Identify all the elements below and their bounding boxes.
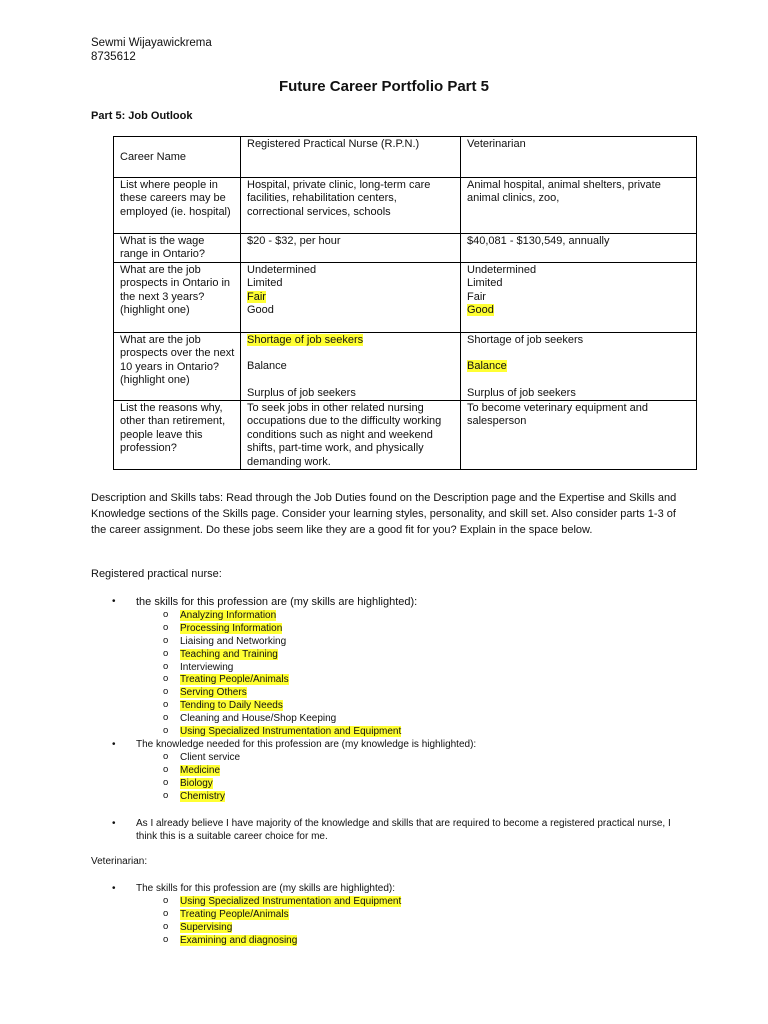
instructions-paragraph: Description and Skills tabs: Read through the Job Duties found on the Description page and the Expertise and Skills and Knowledge sections of the Skills page. Consider your learning styles, personality, and skill set. Also consider parts 1-3 of the career assignment. Do these jobs seem like they are a good fit for you? Explain in the space below. — [91, 492, 677, 536]
option-limited: Limited — [247, 277, 283, 290]
knowledge: Client service — [180, 751, 241, 763]
table-cell — [241, 234, 461, 263]
table-cell — [461, 178, 697, 234]
knowledge-highlighted: Medicine — [180, 764, 221, 776]
skill-highlighted: Using Specialized Instrumentation and Equipment — [180, 895, 402, 907]
table-cell — [241, 178, 461, 234]
rpn-answer: Hospital, private clinic, long-term care facilities, rehabilitation centers, correctional services, schools — [247, 179, 431, 218]
knowledge-highlighted: Chemistry — [180, 790, 226, 802]
list-item — [136, 752, 686, 765]
table-row — [114, 332, 697, 400]
list-item — [106, 596, 686, 739]
list-item — [136, 687, 686, 700]
list-item — [136, 623, 686, 636]
option-limited: Limited — [467, 277, 503, 290]
table-cell — [241, 137, 461, 178]
list-item — [136, 909, 686, 922]
column-header-vet: Veterinarian — [467, 138, 526, 150]
option-shortage-highlighted: Shortage of job seekers — [247, 333, 364, 346]
list-item — [106, 883, 686, 948]
vet-answer: Animal hospital, animal shelters, private animal clinics, zoo, — [467, 179, 661, 205]
skill: Liaising and Networking — [180, 635, 287, 647]
option-good-highlighted: Good — [467, 304, 494, 317]
rpn-list — [106, 596, 686, 804]
table-row — [114, 178, 697, 234]
list-item — [136, 778, 686, 791]
skill-highlighted: Serving Others — [180, 687, 247, 699]
table-cell — [461, 401, 697, 470]
rpn-conclusion: As I already believe I have majority of the knowledge and skills that are required to become a registered practical nurse, I think this is a suitable career choice for me. — [136, 818, 671, 842]
list-item — [106, 818, 686, 844]
table-cell — [114, 234, 241, 263]
rpn-conclusion-list — [106, 818, 686, 844]
section-heading: Part 5: Job Outlook — [91, 110, 193, 122]
row-question: List the reasons why, other than retirement, people leave this profession? — [120, 402, 226, 455]
author-block — [91, 36, 212, 64]
table-cell — [241, 262, 461, 332]
option-shortage: Shortage of job seekers — [467, 333, 584, 346]
row-question: What is the wage range in Ontario? — [120, 235, 205, 261]
table-cell — [241, 401, 461, 470]
skill-highlighted: Treating People/Animals — [180, 908, 289, 920]
rpn-skills-lead: the skills for this profession are (my skills are highlighted): — [136, 596, 418, 608]
skill-highlighted: Treating People/Animals — [180, 674, 289, 686]
row-question: List where people in these careers may be employed (ie. hospital) — [120, 179, 231, 218]
list-item — [136, 896, 686, 909]
option-balance-highlighted: Balance — [467, 360, 507, 373]
page-title: Future Career Portfolio Part 5 — [278, 78, 490, 95]
rpn-knowledge-list — [136, 752, 686, 804]
skill-highlighted: Tending to Daily Needs — [180, 700, 283, 712]
skill-highlighted: Teaching and Training — [180, 648, 278, 660]
list-item — [136, 700, 686, 713]
vet-answer: $40,081 - $130,549, annually — [467, 235, 610, 247]
option-fair: Fair — [467, 290, 486, 303]
option-fair-highlighted: Fair — [247, 290, 266, 303]
list-item — [106, 739, 686, 804]
author-id: 8735612 — [91, 51, 136, 63]
rpn-skills-list — [136, 610, 686, 739]
vet-skills-list — [136, 896, 686, 948]
table-cell — [114, 262, 241, 332]
list-item — [136, 610, 686, 623]
skill-highlighted: Analyzing Information — [180, 609, 277, 621]
list-item — [136, 662, 686, 675]
vet-answer: To become veterinary equipment and salesperson — [467, 402, 648, 428]
table-row — [114, 401, 697, 470]
option-good: Good — [247, 304, 274, 317]
skill-highlighted: Using Specialized Instrumentation and Equipment — [180, 726, 402, 738]
table-cell — [241, 332, 461, 400]
table-cell — [114, 178, 241, 234]
vet-list — [106, 883, 686, 948]
list-item — [136, 674, 686, 687]
table-row — [114, 262, 697, 332]
list-item — [136, 726, 686, 739]
rpn-heading: Registered practical nurse: — [91, 568, 222, 580]
table-cell — [114, 137, 241, 178]
career-name-label: Career Name — [120, 150, 187, 163]
table-cell — [461, 262, 697, 332]
rpn-knowledge-lead: The knowledge needed for this profession are (my knowledge is highlighted): — [136, 738, 477, 750]
rpn-answer: To seek jobs in other related nursing occupations due to the difficulty working conditions such as night and weekend shifts, part-time work, and physically demanding work. — [247, 402, 442, 468]
table-cell — [461, 234, 697, 263]
job-outlook-table — [113, 136, 697, 470]
table-row — [114, 234, 697, 263]
option-undetermined: Undetermined — [467, 263, 537, 276]
vet-heading: Veterinarian: — [91, 856, 148, 867]
column-header-rpn: Registered Practical Nurse (R.P.N.) — [247, 138, 420, 150]
option-undetermined: Undetermined — [247, 263, 317, 276]
skill-highlighted: Examining and diagnosing — [180, 934, 298, 946]
table-cell — [114, 401, 241, 470]
row-question: What are the job prospects in Ontario in the next 3 years? (highlight one) — [120, 263, 231, 317]
vet-skills-lead: The skills for this profession are (my skills are highlighted): — [136, 883, 395, 894]
list-item — [136, 922, 686, 935]
list-item — [136, 649, 686, 662]
rpn-answer: $20 - $32, per hour — [247, 235, 341, 247]
option-surplus: Surplus of job seekers — [247, 386, 356, 399]
skill-highlighted: Supervising — [180, 921, 233, 933]
table-row — [114, 137, 697, 178]
list-item — [136, 636, 686, 649]
list-item — [136, 791, 686, 804]
table-cell — [461, 332, 697, 400]
table-cell — [461, 137, 697, 178]
list-item — [136, 765, 686, 778]
knowledge-highlighted: Biology — [180, 777, 213, 789]
list-item — [136, 713, 686, 726]
skill: Cleaning and House/Shop Keeping — [180, 713, 337, 725]
option-surplus: Surplus of job seekers — [467, 386, 576, 399]
row-question: What are the job prospects over the next 10 years in Ontario? (highlight one) — [120, 333, 235, 387]
skill: Interviewing — [180, 661, 234, 673]
list-item — [136, 935, 686, 948]
option-balance: Balance — [247, 360, 287, 373]
author-name: Sewmi Wijayawickrema — [91, 37, 212, 49]
table-cell — [114, 332, 241, 400]
skill-highlighted: Processing Information — [180, 622, 283, 634]
